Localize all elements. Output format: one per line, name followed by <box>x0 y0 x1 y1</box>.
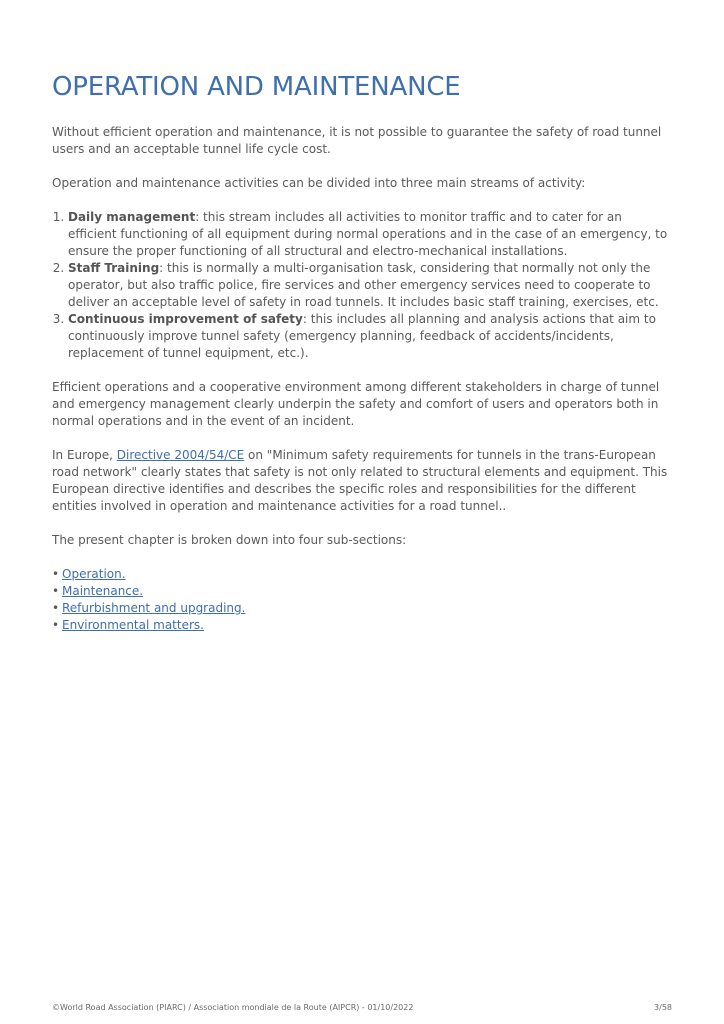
europe-prefix: In Europe, <box>52 448 117 462</box>
subsection-link-refurbishment[interactable]: Refurbishment and upgrading. <box>62 601 246 615</box>
page-title: OPERATION AND MAINTENANCE <box>52 72 461 102</box>
subsection-link-maintenance[interactable]: Maintenance. <box>62 584 144 598</box>
list-item <box>62 583 672 600</box>
list-item <box>62 600 672 617</box>
europe-paragraph <box>52 447 672 515</box>
streams-list <box>52 209 672 362</box>
stream-text: : this stream includes all activities to monitor traffic and to cater for an efficient functioning of all equipment during normal operations and in the case of an emergency, to ensure the proper functioning of all structural and electro-mechanical installations. <box>68 210 668 258</box>
stream-term: Staff Training <box>68 261 160 275</box>
streams-intro-paragraph: Operation and maintenance activities can be divided into three main streams of activity: <box>52 176 586 190</box>
subsections-intro-paragraph: The present chapter is broken down into four sub-sections: <box>52 533 407 547</box>
list-item <box>68 209 672 260</box>
page-footer <box>52 1003 672 1012</box>
efficient-ops-paragraph: Efficient operations and a cooperative environment among different stakeholders in charge of tunnel and emergency management clearly underpin the safety and comfort of users and operators both in normal operations and in the event of an incident. <box>52 380 660 428</box>
intro-paragraph: Without efficient operation and maintenance, it is not possible to guarantee the safety of road tunnel users and an acceptable tunnel life cycle cost. <box>52 125 662 156</box>
europe-suffix: on "Minimum safety requirements for tunnels in the trans-European road network" clearly states that safety is not only related to structural elements and equipment. This European directive identifies and describes the specific roles and responsibilities for the different entities involved in operation and maintenance activities for a road tunnel.. <box>52 448 668 513</box>
footer-copyright: ©World Road Association (PIARC) / Association mondiale de la Route (AIPCR) - 01/10/2022 <box>52 1003 414 1012</box>
subsections-list <box>52 566 672 634</box>
body-text <box>52 124 672 634</box>
subsection-link-environmental[interactable]: Environmental matters. <box>62 618 204 632</box>
page-number: 3/58 <box>654 1003 672 1012</box>
list-item <box>68 311 672 362</box>
list-item <box>62 617 672 634</box>
stream-term: Daily management <box>68 210 196 224</box>
directive-link[interactable]: Directive 2004/54/CE <box>116 448 245 462</box>
stream-text: : this includes all planning and analysis actions that aim to continuously improve tunnel safety (emergency planning, feedback of accidents/incidents, replacement of tunnel equipment, etc.). <box>68 312 656 360</box>
stream-term: Continuous improvement of safety <box>68 312 303 326</box>
list-item <box>68 260 672 311</box>
subsection-link-operation[interactable]: Operation. <box>62 567 126 581</box>
stream-text: : this is normally a multi-organisation task, considering that normally not only the operator, but also traffic police, fire services and other emergency services need to cooperate to deliver an acceptable level of safety in road tunnels. It includes basic staff training, exercises, etc. <box>68 261 659 309</box>
list-item <box>62 566 672 583</box>
